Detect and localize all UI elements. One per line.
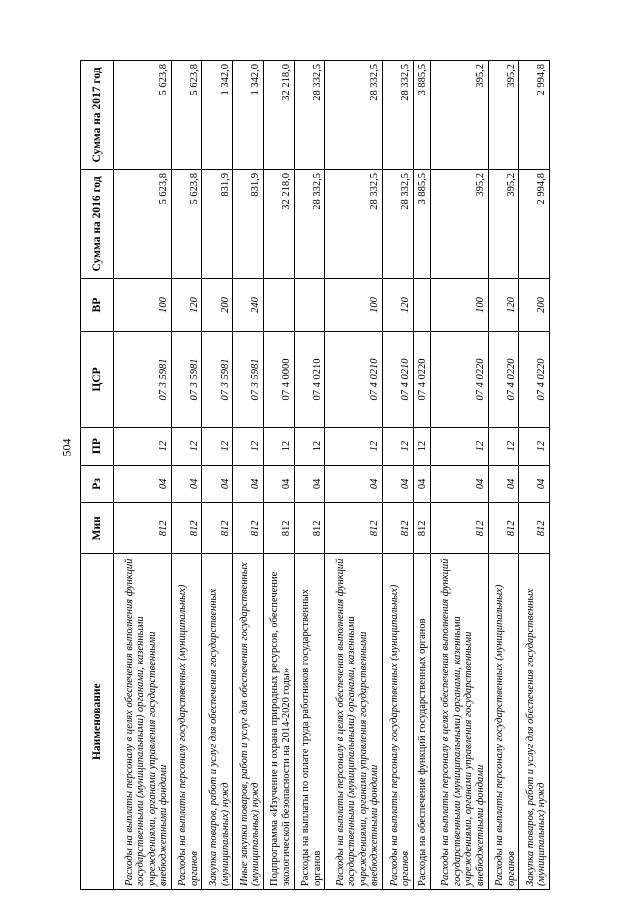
cell-name: Иные закупки товаров, работ и услуг для обеспечения государственных (муниципальных) нужд	[233, 554, 264, 890]
cell-sum-2017: 395,2	[430, 61, 488, 170]
cell-min: 812	[430, 503, 488, 554]
cell-name: Расходы на выплаты по оплате труда работников государственных органов	[294, 554, 325, 890]
cell-csr: 07 4 0220	[430, 332, 488, 428]
table-row	[171, 61, 202, 890]
cell-sum-2017: 28 332,5	[325, 61, 383, 170]
cell-rz: 04	[413, 465, 430, 503]
cell-name: Закупка товаров, работ и услуг для обеспечения государственных (муниципальных) нужд	[202, 554, 233, 890]
cell-rz: 04	[430, 465, 488, 503]
cell-csr: 07 4 0210	[294, 332, 325, 428]
cell-min: 812	[233, 503, 264, 554]
budget-table-container	[80, 60, 550, 890]
table-row	[294, 61, 325, 890]
cell-sum-2017: 5 623,8	[171, 61, 202, 170]
cell-sum-2016: 28 332,5	[294, 169, 325, 278]
table-row	[233, 61, 264, 890]
header-rz: Рз	[81, 465, 114, 503]
cell-sum-2016: 28 332,5	[325, 169, 383, 278]
table-body	[114, 61, 550, 890]
cell-min: 812	[382, 503, 413, 554]
table-row	[114, 61, 172, 890]
cell-rz: 04	[263, 465, 294, 503]
cell-sum-2017: 5 623,8	[114, 61, 172, 170]
cell-vr: 100	[430, 278, 488, 331]
cell-pr: 12	[413, 427, 430, 465]
cell-name: Закупка товаров, работ и услуг для обеспечения государственных (муниципальных) нужд	[519, 554, 550, 890]
cell-sum-2016: 5 623,8	[171, 169, 202, 278]
cell-rz: 04	[171, 465, 202, 503]
cell-sum-2017: 1 342,0	[202, 61, 233, 170]
cell-sum-2017: 28 332,5	[294, 61, 325, 170]
cell-sum-2016: 3 885,5	[413, 169, 430, 278]
cell-name: Расходы на выплаты персоналу в целях обеспечения выполнения функций государственными (муниципальными) органами, казенными учреждениями, органами управления государственными внебюджетными фондами	[430, 554, 488, 890]
cell-csr: 07 3 5981	[233, 332, 264, 428]
cell-pr: 12	[233, 427, 264, 465]
cell-vr	[263, 278, 294, 331]
cell-min: 812	[488, 503, 519, 554]
cell-min: 812	[519, 503, 550, 554]
cell-pr: 12	[171, 427, 202, 465]
cell-sum-2016: 831,9	[202, 169, 233, 278]
cell-sum-2016: 831,9	[233, 169, 264, 278]
table-row	[202, 61, 233, 890]
cell-sum-2017: 28 332,5	[382, 61, 413, 170]
cell-csr: 07 4 0220	[488, 332, 519, 428]
cell-csr: 07 4 0000	[263, 332, 294, 428]
cell-rz: 04	[488, 465, 519, 503]
cell-rz: 04	[325, 465, 383, 503]
cell-pr: 12	[519, 427, 550, 465]
cell-name: Расходы на выплаты персоналу государственных (муниципальных) органов	[382, 554, 413, 890]
cell-min: 812	[202, 503, 233, 554]
cell-rz: 04	[519, 465, 550, 503]
table-row	[382, 61, 413, 890]
cell-pr: 12	[325, 427, 383, 465]
cell-csr: 07 3 5981	[202, 332, 233, 428]
cell-sum-2017: 1 342,0	[233, 61, 264, 170]
cell-rz: 04	[294, 465, 325, 503]
cell-pr: 12	[294, 427, 325, 465]
cell-min: 812	[325, 503, 383, 554]
table-row	[325, 61, 383, 890]
header-sum-2017: Сумма на 2017 год	[81, 61, 114, 170]
table-row	[430, 61, 488, 890]
cell-sum-2017: 32 218,0	[263, 61, 294, 170]
cell-vr	[413, 278, 430, 331]
cell-min: 812	[114, 503, 172, 554]
cell-csr: 07 4 0220	[413, 332, 430, 428]
budget-table	[80, 60, 550, 890]
header-sum-2016: Сумма на 2016 год	[81, 169, 114, 278]
cell-vr: 120	[382, 278, 413, 331]
cell-vr	[294, 278, 325, 331]
cell-vr: 240	[233, 278, 264, 331]
cell-pr: 12	[488, 427, 519, 465]
cell-pr: 12	[263, 427, 294, 465]
cell-vr: 120	[488, 278, 519, 331]
cell-pr: 12	[382, 427, 413, 465]
cell-sum-2017: 2 994,8	[519, 61, 550, 170]
cell-rz: 04	[202, 465, 233, 503]
cell-vr: 100	[325, 278, 383, 331]
table-header-row	[81, 61, 114, 890]
cell-rz: 04	[382, 465, 413, 503]
cell-rz: 04	[233, 465, 264, 503]
header-min: Мин	[81, 503, 114, 554]
table-row	[413, 61, 430, 890]
cell-min: 812	[413, 503, 430, 554]
cell-min: 812	[263, 503, 294, 554]
cell-csr: 07 3 5981	[171, 332, 202, 428]
header-vr: ВР	[81, 278, 114, 331]
cell-pr: 12	[202, 427, 233, 465]
cell-csr: 07 4 0210	[325, 332, 383, 428]
cell-sum-2016: 2 994,8	[519, 169, 550, 278]
cell-csr: 07 4 0210	[382, 332, 413, 428]
cell-vr: 120	[171, 278, 202, 331]
cell-sum-2016: 28 332,5	[382, 169, 413, 278]
table-row	[519, 61, 550, 890]
cell-vr: 200	[519, 278, 550, 331]
cell-name: Расходы на обеспечение функций государственных органов	[413, 554, 430, 890]
cell-name: Расходы на выплаты персоналу государственных (муниципальных) органов	[171, 554, 202, 890]
page-number: 504	[59, 438, 74, 457]
cell-sum-2016: 395,2	[430, 169, 488, 278]
cell-min: 812	[294, 503, 325, 554]
table-row	[263, 61, 294, 890]
cell-name: Расходы на выплаты персоналу в целях обеспечения выполнения функций государственными (муниципальными) органами, казенными учреждениями, органами управления государственными внебюджетными фондами	[325, 554, 383, 890]
cell-name: Расходы на выплаты персоналу в целях обеспечения выполнения функций государственными (муниципальными) органами, казенными учреждениями, органами управления государственными внебюджетными фондами	[114, 554, 172, 890]
cell-vr: 200	[202, 278, 233, 331]
cell-sum-2016: 395,2	[488, 169, 519, 278]
cell-pr: 12	[114, 427, 172, 465]
cell-sum-2017: 395,2	[488, 61, 519, 170]
cell-min: 812	[171, 503, 202, 554]
cell-sum-2016: 32 218,0	[263, 169, 294, 278]
cell-vr: 100	[114, 278, 172, 331]
cell-csr: 07 4 0220	[519, 332, 550, 428]
cell-name: Расходы на выплаты персоналу государственных (муниципальных) органов	[488, 554, 519, 890]
cell-pr: 12	[430, 427, 488, 465]
header-csr: ЦСР	[81, 332, 114, 428]
cell-name: Подпрограмма «Изучение и охрана природных ресурсов, обеспечение экологической безопасности на 2014-2020 годы»	[263, 554, 294, 890]
cell-sum-2016: 5 623,8	[114, 169, 172, 278]
cell-csr: 07 3 5981	[114, 332, 172, 428]
header-name: Наименование	[81, 554, 114, 890]
cell-sum-2017: 3 885,5	[413, 61, 430, 170]
header-pr: ПР	[81, 427, 114, 465]
table-row	[488, 61, 519, 890]
cell-rz: 04	[114, 465, 172, 503]
